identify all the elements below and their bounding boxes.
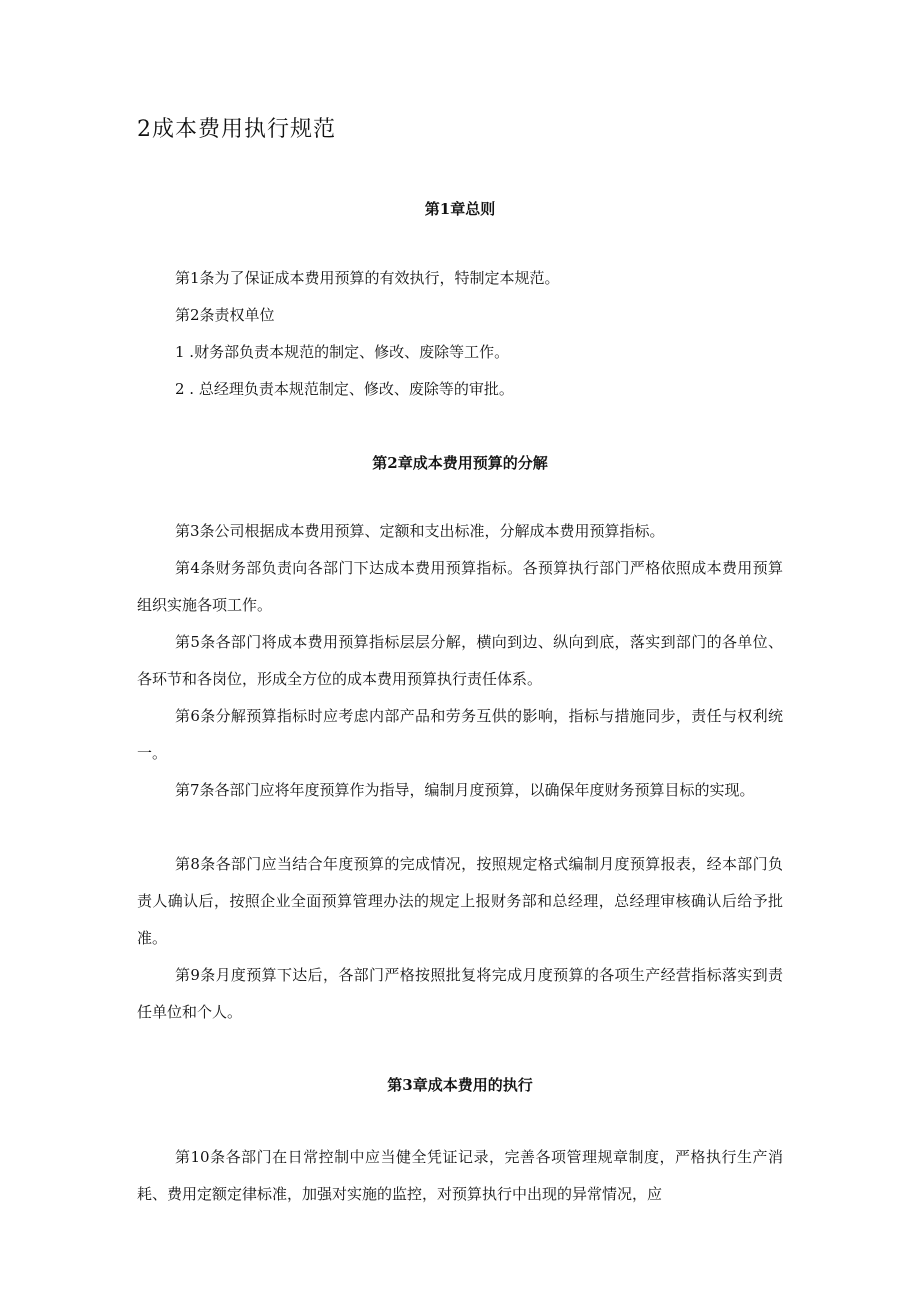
article-7: 第7条各部门应将年度预算作为指导，编制月度预算，以确保年度财务预算目标的实现。 — [175, 781, 755, 799]
article-1: 第1条为了保证成本费用预算的有效执行，特制定本规范。 — [175, 269, 560, 287]
article-8: 第8条各部门应当结合年度预算的完成情况，按照规定格式编制月度预算报表，经本部门负责人确认后，按照企业全面预算管理办法的规定上报财务部和总经理，总经理审核确认后给予批准。 — [137, 855, 783, 947]
article-2-item-1: 1 .财务部负责本规范的制定、修改、废除等工作。 — [175, 343, 510, 361]
article-5: 第5条各部门将成本费用预算指标层层分解，横向到边、纵向到底，落实到部门的各单位、各环节和各岗位，形成全方位的成本费用预算执行责任体系。 — [137, 633, 783, 688]
article-2-item-2: 2 . 总经理负责本规范制定、修改、废除等的审批。 — [175, 380, 514, 398]
article-6: 第6条分解预算指标时应考虑内部产品和劳务互供的影响，指标与措施同步，责任与权利统一。 — [137, 707, 783, 762]
article-2: 第2条责权单位 — [175, 306, 275, 324]
article-4: 第4条财务部负责向各部门下达成本费用预算指标。各预算执行部门严格依照成本费用预算组织实施各项工作。 — [137, 559, 783, 614]
article-3: 第3条公司根据成本费用预算、定额和支出标准，分解成本费用预算指标。 — [175, 522, 665, 540]
article-10: 第10条各部门在日常控制中应当健全凭证记录，完善各项管理规章制度，严格执行生产消耗、费用定额定律标准，加强对实施的监控，对预算执行中出现的异常情况，应 — [137, 1148, 783, 1203]
article-9: 第9条月度预算下达后，各部门严格按照批复将完成月度预算的各项生产经营指标落实到责任单位和个人。 — [137, 966, 783, 1021]
chapter-1-heading: 第1章总则 — [424, 200, 496, 218]
chapter-2-heading: 第2章成本费用预算的分解 — [372, 454, 548, 472]
chapter-3-heading: 第3章成本费用的执行 — [387, 1076, 533, 1094]
document-title: 2成本费用执行规范 — [137, 117, 336, 142]
